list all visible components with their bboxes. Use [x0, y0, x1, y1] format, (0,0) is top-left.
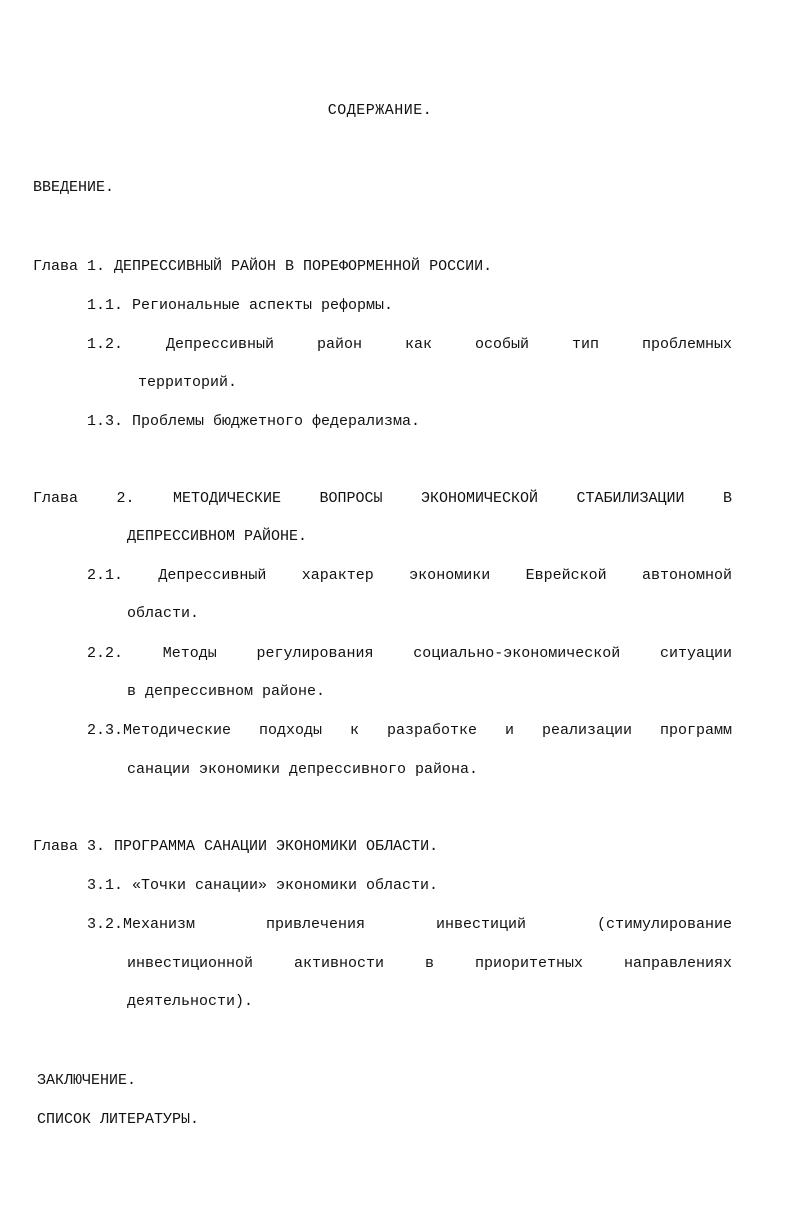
section-3-1: 3.1. «Точки санации» экономики области. [87, 877, 439, 894]
section-3-2-line-3: деятельности). [127, 993, 254, 1010]
section-2-3-line-1: 2.3.Методические подходы к разработке и реализации программ [87, 722, 732, 739]
section-2-2-line-1: 2.2. Методы регулирования социально-экономической ситуации [87, 645, 732, 662]
section-2-1-line-2: области. [127, 605, 200, 622]
section-2-1-line-1: 2.1. Депрессивный характер экономики Еврейской автономной [87, 567, 732, 584]
toc-entry-conclusion: ЗАКЛЮЧЕНИЕ. [37, 1072, 137, 1089]
toc-entry-references: СПИСОК ЛИТЕРАТУРЫ. [37, 1111, 200, 1128]
page-title: СОДЕРЖАНИЕ. [327, 102, 433, 119]
section-3-2-line-1: 3.2.Механизм привлечения инвестиций (стимулирование [87, 916, 732, 933]
section-1-2-line-2: территорий. [138, 374, 238, 391]
section-2-3-line-2: санации экономики депрессивного района. [127, 761, 479, 778]
chapter-2-heading-line-2: ДЕПРЕССИВНОМ РАЙОНЕ. [127, 528, 308, 545]
section-1-2-line-1: 1.2. Депрессивный район как особый тип проблемных [87, 336, 732, 353]
section-1-3: 1.3. Проблемы бюджетного федерализма. [87, 413, 421, 430]
chapter-1-heading: Глава 1. ДЕПРЕССИВНЫЙ РАЙОН В ПОРЕФОРМЕННОЙ РОССИИ. [33, 258, 493, 275]
section-1-1: 1.1. Региональные аспекты реформы. [87, 297, 394, 314]
section-3-2-line-2: инвестиционной активности в приоритетных направлениях [127, 955, 732, 972]
chapter-3-heading: Глава 3. ПРОГРАММА САНАЦИИ ЭКОНОМИКИ ОБЛАСТИ. [33, 838, 439, 855]
section-2-2-line-2: в депрессивном районе. [127, 683, 326, 700]
toc-entry-introduction: ВВЕДЕНИЕ. [33, 179, 115, 196]
chapter-2-heading-line-1: Глава 2. МЕТОДИЧЕСКИЕ ВОПРОСЫ ЭКОНОМИЧЕСКОЙ СТАБИЛИЗАЦИИ В [33, 490, 732, 507]
